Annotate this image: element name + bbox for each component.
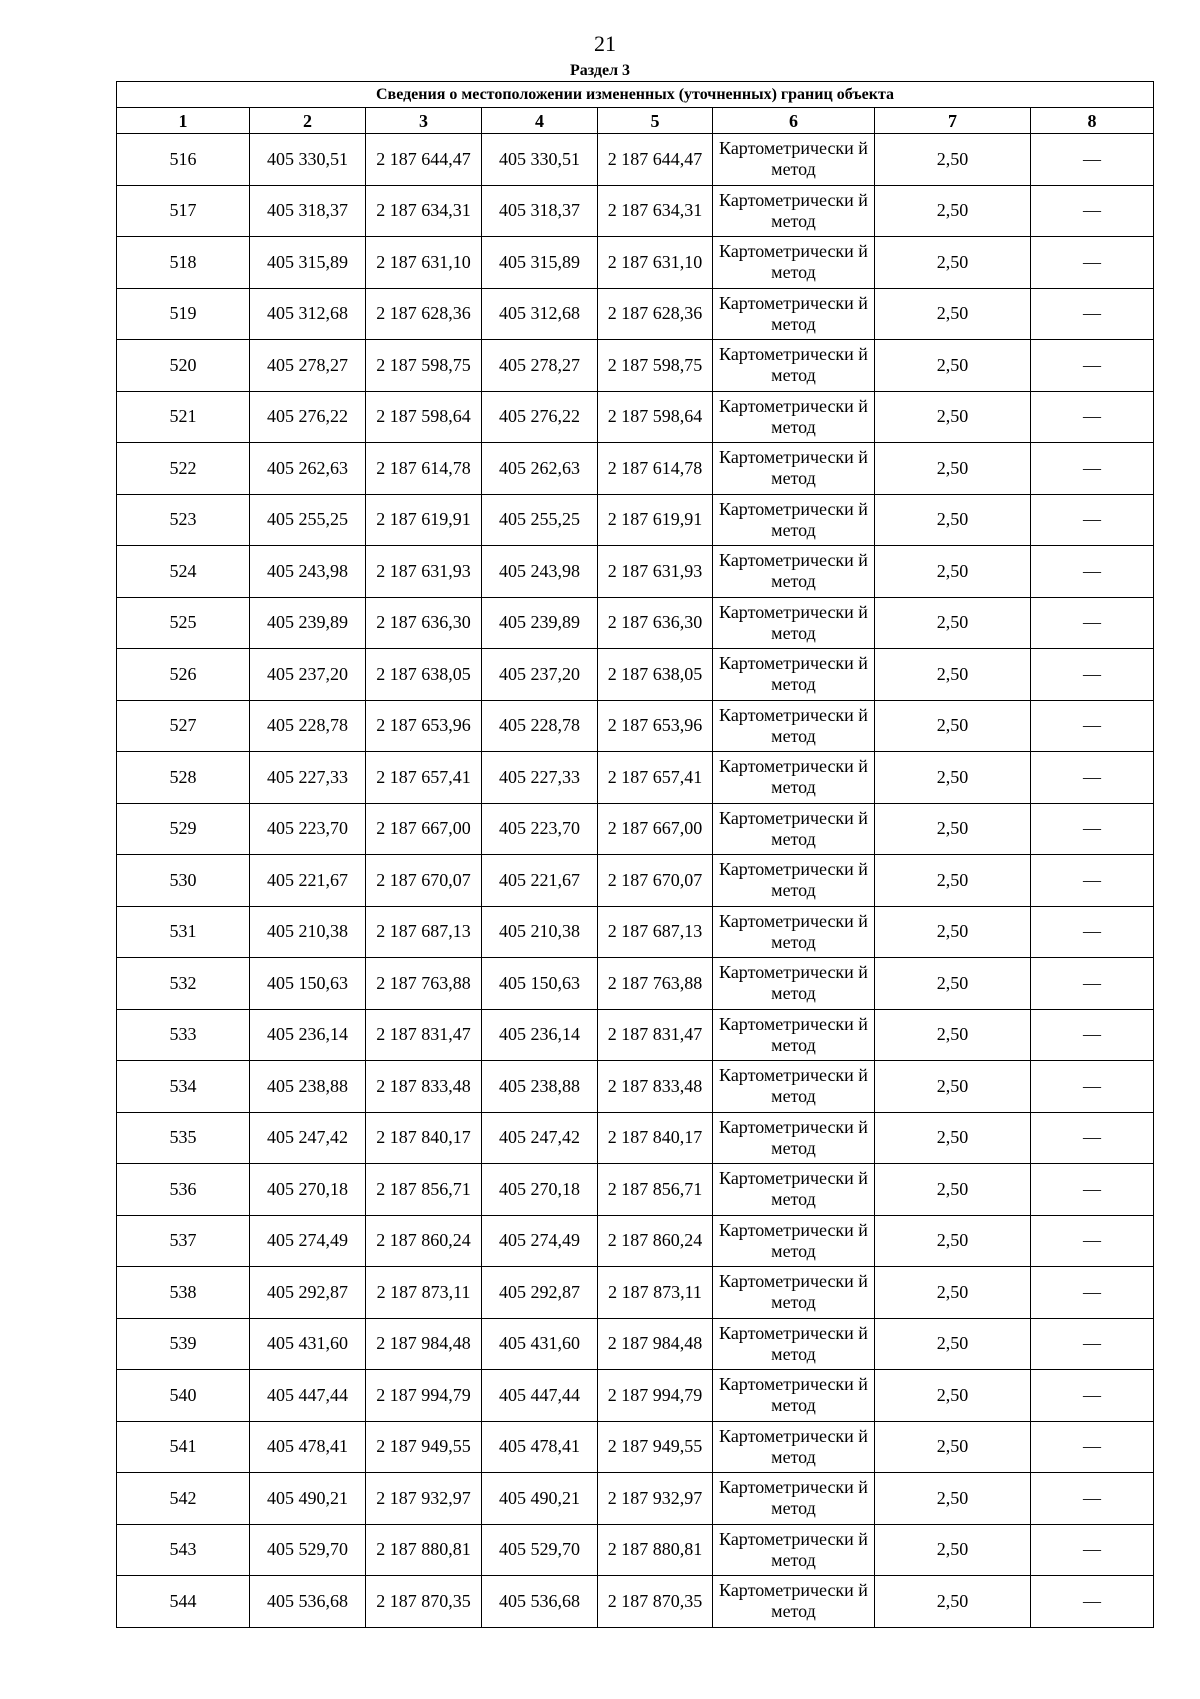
y-coordinate-cell: 2 187 631,10 (366, 237, 482, 289)
x-coordinate-new-cell: 405 237,20 (482, 649, 598, 701)
y-coordinate-cell: 2 187 840,17 (366, 1112, 482, 1164)
table-row (117, 752, 1154, 804)
y-coordinate-new-cell: 2 187 880,81 (598, 1524, 713, 1576)
accuracy-cell: 2,50 (875, 752, 1031, 804)
accuracy-cell: 2,50 (875, 443, 1031, 495)
x-coordinate-cell: 405 478,41 (250, 1421, 366, 1473)
method-cell: Картометрически й метод (713, 237, 875, 289)
method-cell: Картометрически й метод (713, 1267, 875, 1319)
note-cell: — (1031, 1524, 1154, 1576)
table-row (117, 1318, 1154, 1370)
point-number-cell: 540 (117, 1370, 250, 1422)
accuracy-cell: 2,50 (875, 288, 1031, 340)
point-number-cell: 543 (117, 1524, 250, 1576)
x-coordinate-cell: 405 228,78 (250, 700, 366, 752)
point-number-cell: 533 (117, 1009, 250, 1061)
y-coordinate-cell: 2 187 598,64 (366, 391, 482, 443)
accuracy-cell: 2,50 (875, 906, 1031, 958)
note-cell: — (1031, 803, 1154, 855)
x-coordinate-cell: 405 529,70 (250, 1524, 366, 1576)
x-coordinate-cell: 405 247,42 (250, 1112, 366, 1164)
y-coordinate-cell: 2 187 763,88 (366, 958, 482, 1010)
point-number-cell: 535 (117, 1112, 250, 1164)
y-coordinate-new-cell: 2 187 856,71 (598, 1164, 713, 1216)
y-coordinate-new-cell: 2 187 628,36 (598, 288, 713, 340)
x-coordinate-new-cell: 405 478,41 (482, 1421, 598, 1473)
accuracy-cell: 2,50 (875, 1576, 1031, 1628)
accuracy-cell: 2,50 (875, 1370, 1031, 1422)
x-coordinate-cell: 405 221,67 (250, 855, 366, 907)
x-coordinate-new-cell: 405 243,98 (482, 546, 598, 598)
note-cell: — (1031, 1009, 1154, 1061)
accuracy-cell: 2,50 (875, 340, 1031, 392)
x-coordinate-cell: 405 318,37 (250, 185, 366, 237)
y-coordinate-new-cell: 2 187 636,30 (598, 597, 713, 649)
x-coordinate-cell: 405 270,18 (250, 1164, 366, 1216)
note-cell: — (1031, 1318, 1154, 1370)
y-coordinate-cell: 2 187 636,30 (366, 597, 482, 649)
point-number-cell: 529 (117, 803, 250, 855)
method-cell: Картометрически й метод (713, 1421, 875, 1473)
x-coordinate-new-cell: 405 247,42 (482, 1112, 598, 1164)
y-coordinate-cell: 2 187 644,47 (366, 134, 482, 186)
table-row (117, 855, 1154, 907)
accuracy-cell: 2,50 (875, 1473, 1031, 1525)
x-coordinate-new-cell: 405 490,21 (482, 1473, 598, 1525)
column-header: 6 (713, 108, 875, 134)
y-coordinate-new-cell: 2 187 873,11 (598, 1267, 713, 1319)
table-row (117, 700, 1154, 752)
table-row (117, 237, 1154, 289)
x-coordinate-cell: 405 239,89 (250, 597, 366, 649)
method-cell: Картометрически й метод (713, 185, 875, 237)
method-cell: Картометрически й метод (713, 649, 875, 701)
point-number-cell: 536 (117, 1164, 250, 1216)
y-coordinate-new-cell: 2 187 657,41 (598, 752, 713, 804)
accuracy-cell: 2,50 (875, 1112, 1031, 1164)
y-coordinate-new-cell: 2 187 860,24 (598, 1215, 713, 1267)
accuracy-cell: 2,50 (875, 803, 1031, 855)
point-number-cell: 544 (117, 1576, 250, 1628)
note-cell: — (1031, 1473, 1154, 1525)
table-row (117, 494, 1154, 546)
method-cell: Картометрически й метод (713, 855, 875, 907)
accuracy-cell: 2,50 (875, 649, 1031, 701)
y-coordinate-cell: 2 187 670,07 (366, 855, 482, 907)
y-coordinate-new-cell: 2 187 638,05 (598, 649, 713, 701)
note-cell: — (1031, 185, 1154, 237)
accuracy-cell: 2,50 (875, 597, 1031, 649)
point-number-cell: 526 (117, 649, 250, 701)
column-header: 4 (482, 108, 598, 134)
accuracy-cell: 2,50 (875, 855, 1031, 907)
y-coordinate-new-cell: 2 187 870,35 (598, 1576, 713, 1628)
y-coordinate-cell: 2 187 870,35 (366, 1576, 482, 1628)
column-header: 3 (366, 108, 482, 134)
point-number-cell: 530 (117, 855, 250, 907)
point-number-cell: 524 (117, 546, 250, 598)
section-title: Раздел 3 (569, 62, 631, 79)
accuracy-cell: 2,50 (875, 546, 1031, 598)
x-coordinate-new-cell: 405 330,51 (482, 134, 598, 186)
column-header-row (117, 108, 1154, 134)
x-coordinate-cell: 405 292,87 (250, 1267, 366, 1319)
method-cell: Картометрически й метод (713, 597, 875, 649)
x-coordinate-new-cell: 405 536,68 (482, 1576, 598, 1628)
method-cell: Картометрически й метод (713, 958, 875, 1010)
note-cell: — (1031, 1061, 1154, 1113)
x-coordinate-new-cell: 405 150,63 (482, 958, 598, 1010)
x-coordinate-cell: 405 312,68 (250, 288, 366, 340)
method-cell: Картометрически й метод (713, 494, 875, 546)
y-coordinate-cell: 2 187 860,24 (366, 1215, 482, 1267)
note-cell: — (1031, 597, 1154, 649)
y-coordinate-new-cell: 2 187 653,96 (598, 700, 713, 752)
table-row (117, 1267, 1154, 1319)
y-coordinate-cell: 2 187 657,41 (366, 752, 482, 804)
accuracy-cell: 2,50 (875, 1215, 1031, 1267)
note-cell: — (1031, 494, 1154, 546)
method-cell: Картометрически й метод (713, 803, 875, 855)
note-cell: — (1031, 700, 1154, 752)
table-row (117, 1576, 1154, 1628)
x-coordinate-new-cell: 405 227,33 (482, 752, 598, 804)
table-row (117, 134, 1154, 186)
method-cell: Картометрически й метод (713, 1112, 875, 1164)
y-coordinate-cell: 2 187 628,36 (366, 288, 482, 340)
note-cell: — (1031, 237, 1154, 289)
x-coordinate-cell: 405 262,63 (250, 443, 366, 495)
point-number-cell: 539 (117, 1318, 250, 1370)
column-header: 8 (1031, 108, 1154, 134)
y-coordinate-cell: 2 187 831,47 (366, 1009, 482, 1061)
y-coordinate-cell: 2 187 614,78 (366, 443, 482, 495)
note-cell: — (1031, 1576, 1154, 1628)
point-number-cell: 523 (117, 494, 250, 546)
x-coordinate-new-cell: 405 278,27 (482, 340, 598, 392)
y-coordinate-cell: 2 187 667,00 (366, 803, 482, 855)
x-coordinate-cell: 405 431,60 (250, 1318, 366, 1370)
note-cell: — (1031, 1370, 1154, 1422)
note-cell: — (1031, 1215, 1154, 1267)
x-coordinate-cell: 405 227,33 (250, 752, 366, 804)
accuracy-cell: 2,50 (875, 1009, 1031, 1061)
y-coordinate-new-cell: 2 187 670,07 (598, 855, 713, 907)
accuracy-cell: 2,50 (875, 391, 1031, 443)
method-cell: Картометрически й метод (713, 1524, 875, 1576)
note-cell: — (1031, 288, 1154, 340)
accuracy-cell: 2,50 (875, 1267, 1031, 1319)
x-coordinate-new-cell: 405 262,63 (482, 443, 598, 495)
point-number-cell: 534 (117, 1061, 250, 1113)
point-number-cell: 538 (117, 1267, 250, 1319)
x-coordinate-cell: 405 330,51 (250, 134, 366, 186)
column-header: 5 (598, 108, 713, 134)
column-header: 7 (875, 108, 1031, 134)
point-number-cell: 518 (117, 237, 250, 289)
x-coordinate-cell: 405 210,38 (250, 906, 366, 958)
accuracy-cell: 2,50 (875, 1164, 1031, 1216)
x-coordinate-cell: 405 536,68 (250, 1576, 366, 1628)
table-row (117, 1215, 1154, 1267)
y-coordinate-new-cell: 2 187 994,79 (598, 1370, 713, 1422)
y-coordinate-new-cell: 2 187 833,48 (598, 1061, 713, 1113)
method-cell: Картометрически й метод (713, 1061, 875, 1113)
y-coordinate-new-cell: 2 187 631,10 (598, 237, 713, 289)
x-coordinate-new-cell: 405 318,37 (482, 185, 598, 237)
note-cell: — (1031, 906, 1154, 958)
y-coordinate-new-cell: 2 187 619,91 (598, 494, 713, 546)
x-coordinate-new-cell: 405 228,78 (482, 700, 598, 752)
x-coordinate-cell: 405 276,22 (250, 391, 366, 443)
point-number-cell: 516 (117, 134, 250, 186)
note-cell: — (1031, 649, 1154, 701)
x-coordinate-new-cell: 405 274,49 (482, 1215, 598, 1267)
method-cell: Картометрически й метод (713, 1318, 875, 1370)
method-cell: Картометрически й метод (713, 1370, 875, 1422)
table-row (117, 1061, 1154, 1113)
table-body (117, 134, 1154, 1628)
table-row (117, 391, 1154, 443)
point-number-cell: 542 (117, 1473, 250, 1525)
y-coordinate-new-cell: 2 187 949,55 (598, 1421, 713, 1473)
x-coordinate-new-cell: 405 238,88 (482, 1061, 598, 1113)
y-coordinate-cell: 2 187 880,81 (366, 1524, 482, 1576)
method-cell: Картометрически й метод (713, 1473, 875, 1525)
table-caption: Сведения о местоположении измененных (уточненных) границ объекта (117, 82, 1154, 108)
x-coordinate-cell: 405 278,27 (250, 340, 366, 392)
x-coordinate-cell: 405 315,89 (250, 237, 366, 289)
point-number-cell: 541 (117, 1421, 250, 1473)
note-cell: — (1031, 134, 1154, 186)
y-coordinate-cell: 2 187 856,71 (366, 1164, 482, 1216)
method-cell: Картометрически й метод (713, 340, 875, 392)
x-coordinate-cell: 405 150,63 (250, 958, 366, 1010)
note-cell: — (1031, 958, 1154, 1010)
y-coordinate-new-cell: 2 187 763,88 (598, 958, 713, 1010)
x-coordinate-new-cell: 405 431,60 (482, 1318, 598, 1370)
x-coordinate-new-cell: 405 210,38 (482, 906, 598, 958)
note-cell: — (1031, 1164, 1154, 1216)
point-number-cell: 527 (117, 700, 250, 752)
point-number-cell: 522 (117, 443, 250, 495)
y-coordinate-cell: 2 187 984,48 (366, 1318, 482, 1370)
accuracy-cell: 2,50 (875, 134, 1031, 186)
y-coordinate-new-cell: 2 187 984,48 (598, 1318, 713, 1370)
y-coordinate-cell: 2 187 653,96 (366, 700, 482, 752)
method-cell: Картометрически й метод (713, 700, 875, 752)
accuracy-cell: 2,50 (875, 237, 1031, 289)
point-number-cell: 519 (117, 288, 250, 340)
table-row (117, 1164, 1154, 1216)
x-coordinate-new-cell: 405 239,89 (482, 597, 598, 649)
table-row (117, 340, 1154, 392)
table-row (117, 1473, 1154, 1525)
table-row (117, 958, 1154, 1010)
table-row (117, 1524, 1154, 1576)
accuracy-cell: 2,50 (875, 1524, 1031, 1576)
note-cell: — (1031, 1112, 1154, 1164)
x-coordinate-new-cell: 405 236,14 (482, 1009, 598, 1061)
y-coordinate-cell: 2 187 631,93 (366, 546, 482, 598)
y-coordinate-cell: 2 187 949,55 (366, 1421, 482, 1473)
y-coordinate-cell: 2 187 687,13 (366, 906, 482, 958)
y-coordinate-cell: 2 187 634,31 (366, 185, 482, 237)
x-coordinate-new-cell: 405 292,87 (482, 1267, 598, 1319)
x-coordinate-cell: 405 490,21 (250, 1473, 366, 1525)
method-cell: Картометрически й метод (713, 752, 875, 804)
table-row (117, 288, 1154, 340)
table-row (117, 803, 1154, 855)
method-cell: Картометрически й метод (713, 288, 875, 340)
point-number-cell: 525 (117, 597, 250, 649)
method-cell: Картометрически й метод (713, 134, 875, 186)
y-coordinate-new-cell: 2 187 631,93 (598, 546, 713, 598)
y-coordinate-cell: 2 187 833,48 (366, 1061, 482, 1113)
table-row (117, 1112, 1154, 1164)
method-cell: Картометрически й метод (713, 906, 875, 958)
note-cell: — (1031, 855, 1154, 907)
method-cell: Картометрически й метод (713, 546, 875, 598)
y-coordinate-new-cell: 2 187 598,75 (598, 340, 713, 392)
note-cell: — (1031, 546, 1154, 598)
method-cell: Картометрически й метод (713, 391, 875, 443)
x-coordinate-new-cell: 405 270,18 (482, 1164, 598, 1216)
y-coordinate-new-cell: 2 187 840,17 (598, 1112, 713, 1164)
y-coordinate-cell: 2 187 598,75 (366, 340, 482, 392)
note-cell: — (1031, 1421, 1154, 1473)
x-coordinate-new-cell: 405 223,70 (482, 803, 598, 855)
x-coordinate-cell: 405 223,70 (250, 803, 366, 855)
y-coordinate-new-cell: 2 187 614,78 (598, 443, 713, 495)
point-number-cell: 537 (117, 1215, 250, 1267)
x-coordinate-new-cell: 405 221,67 (482, 855, 598, 907)
x-coordinate-cell: 405 238,88 (250, 1061, 366, 1113)
accuracy-cell: 2,50 (875, 494, 1031, 546)
table-row (117, 649, 1154, 701)
accuracy-cell: 2,50 (875, 1318, 1031, 1370)
y-coordinate-cell: 2 187 873,11 (366, 1267, 482, 1319)
note-cell: — (1031, 752, 1154, 804)
accuracy-cell: 2,50 (875, 185, 1031, 237)
y-coordinate-new-cell: 2 187 644,47 (598, 134, 713, 186)
y-coordinate-new-cell: 2 187 687,13 (598, 906, 713, 958)
x-coordinate-cell: 405 255,25 (250, 494, 366, 546)
point-number-cell: 520 (117, 340, 250, 392)
y-coordinate-new-cell: 2 187 598,64 (598, 391, 713, 443)
page-number: 21 (594, 31, 616, 56)
column-header: 1 (117, 108, 250, 134)
accuracy-cell: 2,50 (875, 1061, 1031, 1113)
table-row (117, 546, 1154, 598)
point-number-cell: 528 (117, 752, 250, 804)
table-row (117, 1370, 1154, 1422)
point-number-cell: 531 (117, 906, 250, 958)
x-coordinate-new-cell: 405 315,89 (482, 237, 598, 289)
x-coordinate-new-cell: 405 447,44 (482, 1370, 598, 1422)
y-coordinate-cell: 2 187 638,05 (366, 649, 482, 701)
x-coordinate-cell: 405 274,49 (250, 1215, 366, 1267)
point-number-cell: 521 (117, 391, 250, 443)
y-coordinate-new-cell: 2 187 932,97 (598, 1473, 713, 1525)
x-coordinate-new-cell: 405 276,22 (482, 391, 598, 443)
note-cell: — (1031, 443, 1154, 495)
method-cell: Картометрически й метод (713, 1164, 875, 1216)
y-coordinate-new-cell: 2 187 667,00 (598, 803, 713, 855)
point-number-cell: 532 (117, 958, 250, 1010)
accuracy-cell: 2,50 (875, 1421, 1031, 1473)
x-coordinate-new-cell: 405 312,68 (482, 288, 598, 340)
table-row (117, 906, 1154, 958)
table-row (117, 1421, 1154, 1473)
table-row (117, 1009, 1154, 1061)
method-cell: Картометрически й метод (713, 1215, 875, 1267)
note-cell: — (1031, 1267, 1154, 1319)
y-coordinate-new-cell: 2 187 831,47 (598, 1009, 713, 1061)
method-cell: Картометрически й метод (713, 1576, 875, 1628)
point-number-cell: 517 (117, 185, 250, 237)
x-coordinate-cell: 405 237,20 (250, 649, 366, 701)
method-cell: Картометрически й метод (713, 1009, 875, 1061)
accuracy-cell: 2,50 (875, 700, 1031, 752)
x-coordinate-new-cell: 405 255,25 (482, 494, 598, 546)
y-coordinate-new-cell: 2 187 634,31 (598, 185, 713, 237)
x-coordinate-cell: 405 447,44 (250, 1370, 366, 1422)
y-coordinate-cell: 2 187 994,79 (366, 1370, 482, 1422)
y-coordinate-cell: 2 187 619,91 (366, 494, 482, 546)
note-cell: — (1031, 391, 1154, 443)
x-coordinate-cell: 405 236,14 (250, 1009, 366, 1061)
note-cell: — (1031, 340, 1154, 392)
accuracy-cell: 2,50 (875, 958, 1031, 1010)
table-row (117, 185, 1154, 237)
table-row (117, 443, 1154, 495)
x-coordinate-new-cell: 405 529,70 (482, 1524, 598, 1576)
y-coordinate-cell: 2 187 932,97 (366, 1473, 482, 1525)
column-header: 2 (250, 108, 366, 134)
coordinates-table (116, 81, 1154, 1628)
x-coordinate-cell: 405 243,98 (250, 546, 366, 598)
table-row (117, 597, 1154, 649)
method-cell: Картометрически й метод (713, 443, 875, 495)
